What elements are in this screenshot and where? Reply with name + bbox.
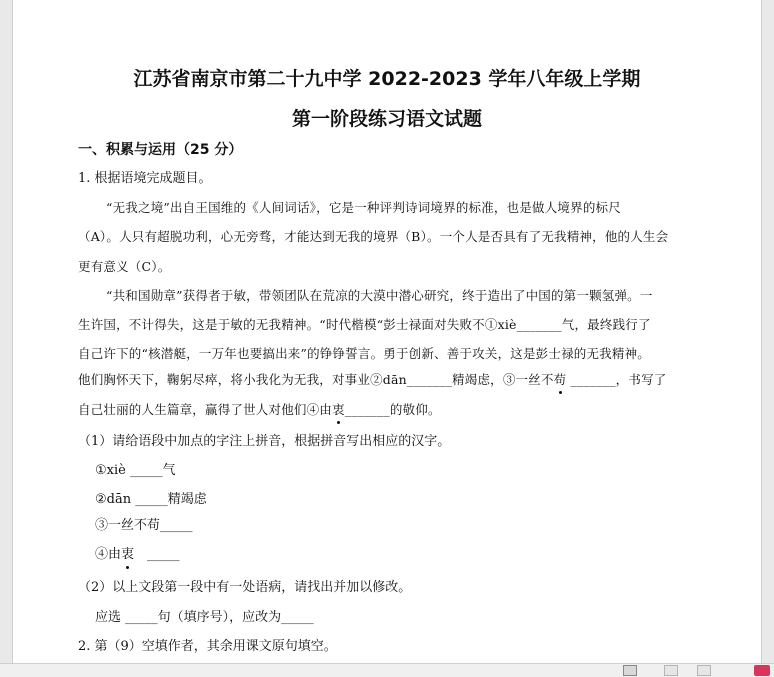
passage-line-7-text-a: 他们胸怀天下，鞠躬尽瘁，将小我化为无我，对事业②dān_______精竭虑，③一丝不 [78, 372, 554, 387]
question-1-stem: 1. 根据语境完成题目。 [78, 171, 212, 186]
passage-line-8-text-b: _______的敬仰。 [344, 402, 441, 417]
status-bar [0, 663, 774, 677]
sub-question-2-answer: 应选 _____句（填序号），应改为_____ [95, 610, 314, 625]
passage-line-5: 生许国，不计得失，这是于敏的无我精神。“时代楷模“彭士禄面对失败不①xiè_______气，最终践行了 [78, 317, 651, 332]
passage-line-8-text-a: 自己壮丽的人生篇章，赢得了世人对他们④由 [78, 402, 333, 417]
document-page [13, 0, 761, 664]
answer-blank-3: ③一丝不苟_____ [95, 518, 193, 533]
document-title-line-1: 江苏省南京市第二十九中学 2022-2023 学年八年级上学期 [133, 68, 641, 90]
passage-line-7-text-b: _______，书写了 [566, 372, 667, 387]
sub-question-1: （1）请给语段中加点的字注上拼音，根据拼音写出相应的汉字。 [78, 434, 451, 449]
page-view-icon[interactable] [664, 665, 678, 676]
passage-line-4: “共和国勋章”获得者于敏，带领团队在荒凉的大漠中潜心研究，终于造出了中国的第一颗氢弹。一 [106, 288, 653, 303]
passage-line-8 [78, 401, 441, 419]
sub-question-2: （2）以上文段第一段中有一处语病，请找出并加以修改。 [78, 580, 412, 595]
dotted-char-zhong-answer: 衷 [121, 547, 135, 562]
dotted-char-gou: 苟 [553, 372, 567, 387]
passage-line-3: 更有意义（C）。 [78, 259, 171, 274]
section-heading: 一、积累与运用（25 分） [78, 142, 243, 158]
dotted-char-zhong: 衷 [332, 402, 345, 417]
multi-page-view-icon[interactable] [697, 665, 711, 676]
vertical-scrollbar[interactable] [761, 0, 774, 664]
read-mode-icon[interactable] [623, 665, 637, 676]
app-badge-icon[interactable] [754, 665, 770, 676]
answer-blank-1: ①xiè _____气 [95, 463, 176, 478]
passage-line-6: 自己许下的“核潜艇，一万年也要搞出来”的铮铮誓言。勇于创新、善于攻关，这是彭士禄的无我精神。 [78, 346, 650, 361]
passage-line-2: （A）。人只有超脱功利，心无旁骛，才能达到无我的境界（B）。一个人是否具有了无我精神，他的人生会 [78, 229, 669, 244]
answer-blank-4-text-b: _____ [134, 547, 180, 562]
passage-line-1: “无我之境”出自王国维的《人间词话》，它是一种评判诗词境界的标准，也是做人境界的标尺 [106, 200, 621, 215]
answer-blank-4 [95, 546, 180, 564]
question-2-stem: 2. 第（9）空填作者，其余用课文原句填空。 [78, 639, 337, 654]
page-left-margin [0, 0, 13, 664]
answer-blank-4-text-a: ④由 [95, 547, 122, 562]
answer-blank-2: ②dān _____精竭虑 [95, 492, 207, 507]
document-title-line-2: 第一阶段练习语文试题 [291, 108, 482, 130]
passage-line-7 [78, 371, 666, 389]
